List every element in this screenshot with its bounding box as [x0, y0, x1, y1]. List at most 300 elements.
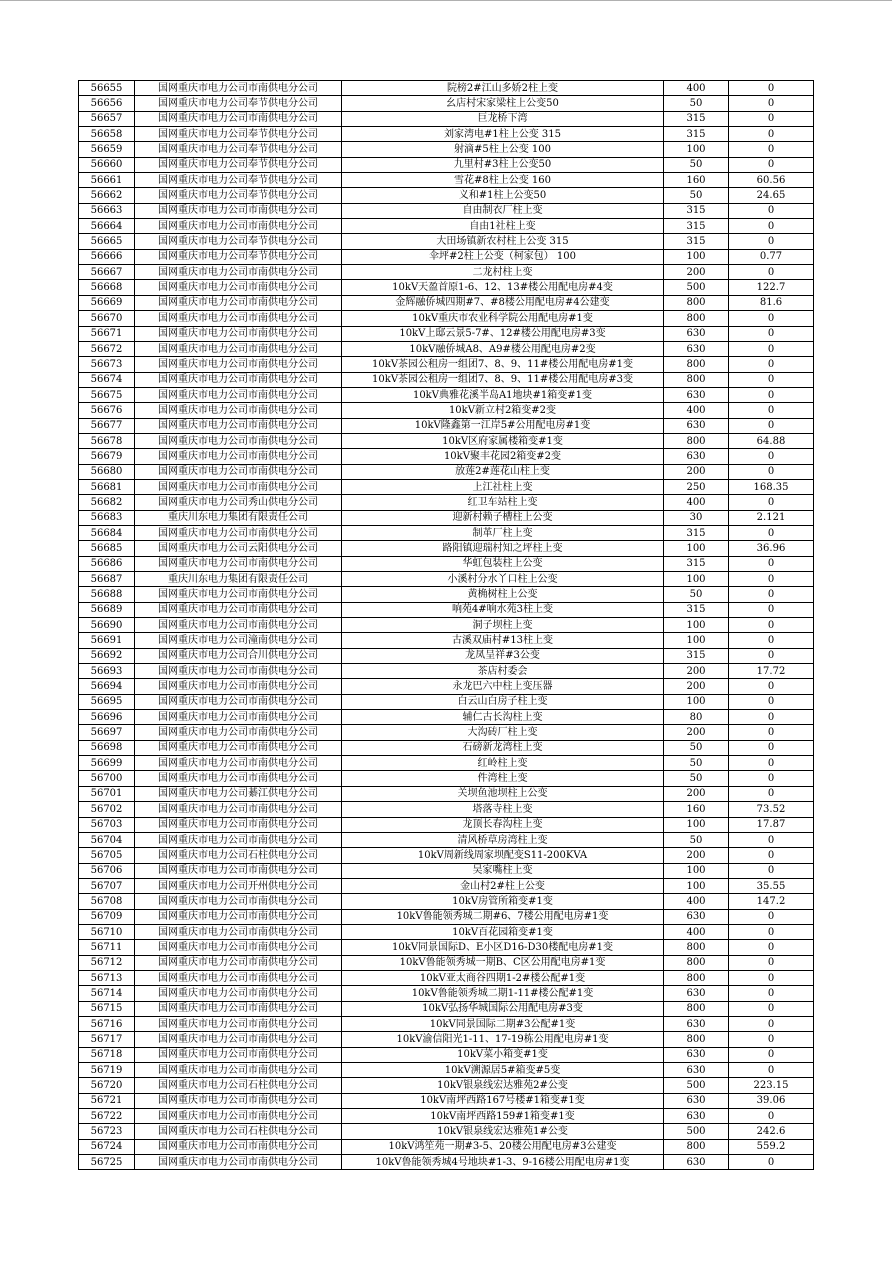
company-cell: 国网重庆市电力公司市南供电分公司	[135, 771, 342, 786]
company-cell: 国网重庆市电力公司石柱供电分公司	[135, 1124, 342, 1139]
row-id-cell: 56655	[79, 81, 135, 96]
transformer-name-cell: 10kV典雅花溪半岛A1地块#1箱变#1变	[342, 387, 664, 402]
table-row	[79, 1047, 814, 1062]
load-value-cell: 0	[729, 832, 814, 847]
company-cell: 国网重庆市电力公司市南供电分公司	[135, 556, 342, 571]
company-cell: 国网重庆市电力公司市南供电分公司	[135, 1093, 342, 1108]
capacity-cell: 630	[664, 326, 729, 341]
company-cell: 国网重庆市电力公司奉节供电分公司	[135, 142, 342, 157]
transformer-name-cell: 射滴#5柱上公变 100	[342, 142, 664, 157]
load-value-cell: 0	[729, 1001, 814, 1016]
row-id-cell: 56703	[79, 817, 135, 832]
load-value-cell: 0	[729, 326, 814, 341]
row-id-cell: 56706	[79, 863, 135, 878]
company-cell: 国网重庆市电力公司市南供电分公司	[135, 525, 342, 540]
transformer-name-cell: 10kV银泉线宏达雅苑2#公变	[342, 1078, 664, 1093]
company-cell: 国网重庆市电力公司潼南供电分公司	[135, 633, 342, 648]
capacity-cell: 315	[664, 203, 729, 218]
table-row	[79, 587, 814, 602]
transformer-name-cell: 大沟砖厂柱上变	[342, 725, 664, 740]
capacity-cell: 800	[664, 433, 729, 448]
capacity-cell: 200	[664, 679, 729, 694]
load-value-cell: 0	[729, 418, 814, 433]
capacity-cell: 50	[664, 157, 729, 172]
load-value-cell: 64.88	[729, 433, 814, 448]
transformer-name-cell: 红卫车站柱上变	[342, 495, 664, 510]
transformer-name-cell: 10kV南坪西路159#1箱变#1变	[342, 1109, 664, 1124]
table-row	[79, 633, 814, 648]
table-row	[79, 572, 814, 587]
capacity-cell: 630	[664, 1063, 729, 1078]
capacity-cell: 100	[664, 863, 729, 878]
capacity-cell: 315	[664, 556, 729, 571]
company-cell: 国网重庆市电力公司市南供电分公司	[135, 1032, 342, 1047]
transformer-name-cell: 制革厂柱上变	[342, 525, 664, 540]
row-id-cell: 56656	[79, 96, 135, 111]
load-value-cell: 0	[729, 1063, 814, 1078]
capacity-cell: 100	[664, 142, 729, 157]
company-cell: 国网重庆市电力公司市南供电分公司	[135, 357, 342, 372]
row-id-cell: 56682	[79, 495, 135, 510]
row-id-cell: 56676	[79, 403, 135, 418]
company-cell: 国网重庆市电力公司市南供电分公司	[135, 1109, 342, 1124]
load-value-cell: 0	[729, 1155, 814, 1170]
transformer-name-cell: 10kV聚丰花园2箱变#2变	[342, 449, 664, 464]
row-id-cell: 56694	[79, 679, 135, 694]
company-cell: 国网重庆市电力公司市南供电分公司	[135, 1001, 342, 1016]
transformer-name-cell: 金辉融侨城四期#7、#8楼公用配电房#4公建变	[342, 295, 664, 310]
company-cell: 国网重庆市电力公司市南供电分公司	[135, 587, 342, 602]
row-id-cell: 56672	[79, 341, 135, 356]
table-row	[79, 357, 814, 372]
row-id-cell: 56720	[79, 1078, 135, 1093]
load-value-cell: 35.55	[729, 878, 814, 893]
capacity-cell: 630	[664, 1155, 729, 1170]
load-value-cell: 0	[729, 449, 814, 464]
row-id-cell: 56696	[79, 710, 135, 725]
load-value-cell: 0	[729, 403, 814, 418]
company-cell: 国网重庆市电力公司市南供电分公司	[135, 295, 342, 310]
transformer-name-cell: 伞坪#2柱上公变（柯家包） 100	[342, 249, 664, 264]
transformer-name-cell: 小溪村分水丫口柱上公变	[342, 572, 664, 587]
company-cell: 国网重庆市电力公司市南供电分公司	[135, 664, 342, 679]
company-cell: 国网重庆市电力公司市南供电分公司	[135, 679, 342, 694]
transformer-name-cell: 义和#1柱上公变50	[342, 188, 664, 203]
capacity-cell: 400	[664, 81, 729, 96]
capacity-cell: 315	[664, 602, 729, 617]
transformer-name-cell: 10kV百花园箱变#1变	[342, 924, 664, 939]
table-row	[79, 1093, 814, 1108]
load-value-cell: 0	[729, 602, 814, 617]
load-value-cell: 0	[729, 219, 814, 234]
load-value-cell: 0	[729, 357, 814, 372]
table-row	[79, 1155, 814, 1170]
page-top-rule	[0, 0, 892, 1]
capacity-cell: 250	[664, 479, 729, 494]
load-value-cell: 0	[729, 955, 814, 970]
row-id-cell: 56665	[79, 234, 135, 249]
table-row	[79, 955, 814, 970]
load-value-cell: 60.56	[729, 173, 814, 188]
row-id-cell: 56677	[79, 418, 135, 433]
table-row	[79, 940, 814, 955]
company-cell: 国网重庆市电力公司市南供电分公司	[135, 955, 342, 970]
load-value-cell: 242.6	[729, 1124, 814, 1139]
transformer-name-cell: 响苑4#响水苑3柱上变	[342, 602, 664, 617]
transformer-name-cell: 永龙巴六中柱上变压器	[342, 679, 664, 694]
company-cell: 国网重庆市电力公司市南供电分公司	[135, 433, 342, 448]
table-row	[79, 1063, 814, 1078]
row-id-cell: 56666	[79, 249, 135, 264]
table-row	[79, 1139, 814, 1154]
capacity-cell: 315	[664, 525, 729, 540]
row-id-cell: 56671	[79, 326, 135, 341]
transformer-name-cell: 路阳镇迎瑞村知之坪柱上变	[342, 541, 664, 556]
load-value-cell: 81.6	[729, 295, 814, 310]
company-cell: 国网重庆市电力公司市南供电分公司	[135, 1155, 342, 1170]
row-id-cell: 56710	[79, 924, 135, 939]
transformer-name-cell: 华虹包装柱上公变	[342, 556, 664, 571]
row-id-cell: 56663	[79, 203, 135, 218]
capacity-cell: 630	[664, 449, 729, 464]
row-id-cell: 56695	[79, 694, 135, 709]
capacity-cell: 400	[664, 403, 729, 418]
load-value-cell: 24.65	[729, 188, 814, 203]
table-row	[79, 679, 814, 694]
load-value-cell: 0	[729, 710, 814, 725]
company-cell: 国网重庆市电力公司市南供电分公司	[135, 372, 342, 387]
capacity-cell: 50	[664, 188, 729, 203]
company-cell: 国网重庆市电力公司市南供电分公司	[135, 970, 342, 985]
transformer-name-cell: 茶店村委会	[342, 664, 664, 679]
transformer-name-cell: 雪花#8柱上公变 160	[342, 173, 664, 188]
load-value-cell: 0	[729, 970, 814, 985]
transformer-name-cell: 吴家嘴柱上变	[342, 863, 664, 878]
load-value-cell: 0	[729, 1109, 814, 1124]
row-id-cell: 56667	[79, 265, 135, 280]
load-value-cell: 39.06	[729, 1093, 814, 1108]
load-value-cell: 0	[729, 341, 814, 356]
load-value-cell: 0	[729, 372, 814, 387]
table-row	[79, 403, 814, 418]
row-id-cell: 56662	[79, 188, 135, 203]
transformer-name-cell: 白云山白房子柱上变	[342, 694, 664, 709]
row-id-cell: 56661	[79, 173, 135, 188]
company-cell: 国网重庆市电力公司市南供电分公司	[135, 909, 342, 924]
row-id-cell: 56713	[79, 970, 135, 985]
transformer-name-cell: 10kV鸿笙苑一期#3-5、20楼公用配电房#3公建变	[342, 1139, 664, 1154]
capacity-cell: 200	[664, 265, 729, 280]
transformer-name-cell: 放莲2#莲花山柱上变	[342, 464, 664, 479]
transformer-name-cell: 洞子坝柱上变	[342, 618, 664, 633]
table-row	[79, 525, 814, 540]
table-row	[79, 510, 814, 525]
capacity-cell: 315	[664, 219, 729, 234]
transformer-name-cell: 清风桥草房湾柱上变	[342, 832, 664, 847]
transformer-name-cell: 龙顶长春沟柱上变	[342, 817, 664, 832]
table-row	[79, 848, 814, 863]
row-id-cell: 56702	[79, 802, 135, 817]
company-cell: 国网重庆市电力公司市南供电分公司	[135, 756, 342, 771]
capacity-cell: 800	[664, 1139, 729, 1154]
company-cell: 国网重庆市电力公司市南供电分公司	[135, 341, 342, 356]
table-row	[79, 802, 814, 817]
row-id-cell: 56673	[79, 357, 135, 372]
row-id-cell: 56718	[79, 1047, 135, 1062]
load-value-cell: 0	[729, 265, 814, 280]
row-id-cell: 56714	[79, 986, 135, 1001]
row-id-cell: 56708	[79, 894, 135, 909]
capacity-cell: 800	[664, 295, 729, 310]
capacity-cell: 200	[664, 725, 729, 740]
table-row	[79, 495, 814, 510]
row-id-cell: 56698	[79, 740, 135, 755]
company-cell: 国网重庆市电力公司市南供电分公司	[135, 280, 342, 295]
row-id-cell: 56692	[79, 648, 135, 663]
company-cell: 国网重庆市电力公司市南供电分公司	[135, 81, 342, 96]
table-row	[79, 203, 814, 218]
table-row	[79, 111, 814, 126]
table-row	[79, 894, 814, 909]
load-value-cell: 0	[729, 203, 814, 218]
capacity-cell: 100	[664, 878, 729, 893]
transformer-name-cell: 10kV弘扬华城国际公用配电房#3变	[342, 1001, 664, 1016]
row-id-cell: 56697	[79, 725, 135, 740]
company-cell: 国网重庆市电力公司市南供电分公司	[135, 1016, 342, 1031]
table-row	[79, 341, 814, 356]
company-cell: 国网重庆市电力公司奉节供电分公司	[135, 96, 342, 111]
company-cell: 国网重庆市电力公司市南供电分公司	[135, 602, 342, 617]
row-id-cell: 56723	[79, 1124, 135, 1139]
table-row	[79, 81, 814, 96]
table-row	[79, 479, 814, 494]
transformer-name-cell: 10kV天盈首原1-6、12、13#楼公用配电房#4变	[342, 280, 664, 295]
capacity-cell: 100	[664, 817, 729, 832]
row-id-cell: 56684	[79, 525, 135, 540]
table-row	[79, 433, 814, 448]
company-cell: 国网重庆市电力公司市南供电分公司	[135, 863, 342, 878]
table-row	[79, 1016, 814, 1031]
row-id-cell: 56659	[79, 142, 135, 157]
row-id-cell: 56711	[79, 940, 135, 955]
load-value-cell: 0	[729, 986, 814, 1001]
load-value-cell: 223.15	[729, 1078, 814, 1093]
company-cell: 国网重庆市电力公司市南供电分公司	[135, 265, 342, 280]
table-row	[79, 326, 814, 341]
transformer-name-cell: 10kV区府家属楼箱变#1变	[342, 433, 664, 448]
transformer-name-cell: 10kV菜小箱变#1变	[342, 1047, 664, 1062]
row-id-cell: 56693	[79, 664, 135, 679]
company-cell: 重庆川东电力集团有限责任公司	[135, 510, 342, 525]
transformer-name-cell: 10kV上邸云景5-7#、12#楼公用配电房#3变	[342, 326, 664, 341]
company-cell: 国网重庆市电力公司市南供电分公司	[135, 326, 342, 341]
load-value-cell: 17.87	[729, 817, 814, 832]
transformer-name-cell: 巨龙桥下湾	[342, 111, 664, 126]
table-row	[79, 970, 814, 985]
table-row	[79, 541, 814, 556]
transformer-name-cell: 大田场镇新农村柱上公变 315	[342, 234, 664, 249]
row-id-cell: 56688	[79, 587, 135, 602]
capacity-cell: 630	[664, 1047, 729, 1062]
capacity-cell: 315	[664, 111, 729, 126]
row-id-cell: 56709	[79, 909, 135, 924]
table-row	[79, 756, 814, 771]
company-cell: 国网重庆市电力公司市南供电分公司	[135, 311, 342, 326]
company-cell: 国网重庆市电力公司合川供电分公司	[135, 648, 342, 663]
transformer-name-cell: 龙凤呈祥#3公变	[342, 648, 664, 663]
company-cell: 国网重庆市电力公司市南供电分公司	[135, 832, 342, 847]
row-id-cell: 56674	[79, 372, 135, 387]
transformer-name-cell: 10kV茶园公租房一组团7、8、9、11#楼公用配电房#1变	[342, 357, 664, 372]
capacity-cell: 315	[664, 127, 729, 142]
company-cell: 国网重庆市电力公司市南供电分公司	[135, 894, 342, 909]
company-cell: 国网重庆市电力公司市南供电分公司	[135, 940, 342, 955]
transformer-name-cell: 10kV渝信阳光1-11、17-19栋公用配电房#1变	[342, 1032, 664, 1047]
transformer-name-cell: 10kV同景国际二期#3公配#1变	[342, 1016, 664, 1031]
capacity-cell: 50	[664, 740, 729, 755]
table-row	[79, 1078, 814, 1093]
transformer-name-cell: 10kV鲁能领秀城一期B、C区公用配电房#1变	[342, 955, 664, 970]
company-cell: 国网重庆市电力公司奉节供电分公司	[135, 249, 342, 264]
row-id-cell: 56687	[79, 572, 135, 587]
load-value-cell: 0	[729, 127, 814, 142]
transformer-name-cell: 10kV亚太商谷四期1-2#楼公配#1变	[342, 970, 664, 985]
transformer-name-cell: 自由1社柱上变	[342, 219, 664, 234]
table-row	[79, 832, 814, 847]
company-cell: 国网重庆市电力公司市南供电分公司	[135, 111, 342, 126]
load-value-cell: 122.7	[729, 280, 814, 295]
load-value-cell: 147.2	[729, 894, 814, 909]
table-row	[79, 909, 814, 924]
capacity-cell: 200	[664, 786, 729, 801]
table-row	[79, 986, 814, 1001]
load-value-cell: 0	[729, 694, 814, 709]
company-cell: 国网重庆市电力公司市南供电分公司	[135, 403, 342, 418]
load-value-cell: 0	[729, 587, 814, 602]
table-row	[79, 1032, 814, 1047]
row-id-cell: 56670	[79, 311, 135, 326]
row-id-cell: 56705	[79, 848, 135, 863]
company-cell: 国网重庆市电力公司市南供电分公司	[135, 418, 342, 433]
row-id-cell: 56707	[79, 878, 135, 893]
company-cell: 国网重庆市电力公司市南供电分公司	[135, 449, 342, 464]
capacity-cell: 630	[664, 418, 729, 433]
capacity-cell: 80	[664, 710, 729, 725]
capacity-cell: 160	[664, 802, 729, 817]
table-row	[79, 863, 814, 878]
capacity-cell: 160	[664, 173, 729, 188]
load-value-cell: 0	[729, 1032, 814, 1047]
table-row	[79, 1124, 814, 1139]
row-id-cell: 56715	[79, 1001, 135, 1016]
table-row	[79, 740, 814, 755]
load-value-cell: 0	[729, 464, 814, 479]
row-id-cell: 56724	[79, 1139, 135, 1154]
table-row	[79, 648, 814, 663]
transformer-table	[78, 80, 814, 1170]
company-cell: 重庆川东电力集团有限责任公司	[135, 572, 342, 587]
company-cell: 国网重庆市电力公司市南供电分公司	[135, 986, 342, 1001]
company-cell: 国网重庆市电力公司市南供电分公司	[135, 924, 342, 939]
transformer-name-cell: 10kV鲁能领秀城4号地块#1-3、9-16楼公用配电房#1变	[342, 1155, 664, 1170]
load-value-cell: 0	[729, 142, 814, 157]
capacity-cell: 200	[664, 848, 729, 863]
transformer-name-cell: 二龙村柱上变	[342, 265, 664, 280]
table-row	[79, 664, 814, 679]
capacity-cell: 50	[664, 771, 729, 786]
capacity-cell: 630	[664, 341, 729, 356]
table-row	[79, 387, 814, 402]
load-value-cell: 0	[729, 81, 814, 96]
table-row	[79, 924, 814, 939]
row-id-cell: 56725	[79, 1155, 135, 1170]
load-value-cell: 0	[729, 725, 814, 740]
row-id-cell: 56685	[79, 541, 135, 556]
table-row	[79, 372, 814, 387]
row-id-cell: 56683	[79, 510, 135, 525]
transformer-name-cell: 古溪双庙村#13柱上变	[342, 633, 664, 648]
capacity-cell: 315	[664, 648, 729, 663]
row-id-cell: 56701	[79, 786, 135, 801]
row-id-cell: 56675	[79, 387, 135, 402]
row-id-cell: 56657	[79, 111, 135, 126]
capacity-cell: 630	[664, 1093, 729, 1108]
capacity-cell: 800	[664, 970, 729, 985]
capacity-cell: 500	[664, 1078, 729, 1093]
table-row	[79, 618, 814, 633]
transformer-name-cell: 关坝鱼池坝柱上公变	[342, 786, 664, 801]
table-row	[79, 556, 814, 571]
capacity-cell: 800	[664, 372, 729, 387]
company-cell: 国网重庆市电力公司石柱供电分公司	[135, 1078, 342, 1093]
row-id-cell: 56664	[79, 219, 135, 234]
table-row	[79, 157, 814, 172]
company-cell: 国网重庆市电力公司市南供电分公司	[135, 1063, 342, 1078]
transformer-name-cell: 10kV南坪西路167号楼#1箱变#1变	[342, 1093, 664, 1108]
table-row	[79, 771, 814, 786]
transformer-name-cell: 10kV银泉线宏达雅苑1#公变	[342, 1124, 664, 1139]
row-id-cell: 56681	[79, 479, 135, 494]
company-cell: 国网重庆市电力公司奉节供电分公司	[135, 127, 342, 142]
transformer-name-cell: 10kV隆鑫第一江岸5#公用配电房#1变	[342, 418, 664, 433]
transformer-name-cell: 件湾柱上变	[342, 771, 664, 786]
capacity-cell: 100	[664, 618, 729, 633]
company-cell: 国网重庆市电力公司奉节供电分公司	[135, 234, 342, 249]
transformer-name-cell: 10kV房管所箱变#1变	[342, 894, 664, 909]
table-row	[79, 464, 814, 479]
table-row	[79, 142, 814, 157]
row-id-cell: 56686	[79, 556, 135, 571]
table-row	[79, 96, 814, 111]
transformer-name-cell: 自由制衣厂柱上变	[342, 203, 664, 218]
table-row	[79, 725, 814, 740]
capacity-cell: 630	[664, 387, 729, 402]
load-value-cell: 0	[729, 96, 814, 111]
table-row	[79, 173, 814, 188]
capacity-cell: 100	[664, 541, 729, 556]
row-id-cell: 56717	[79, 1032, 135, 1047]
load-value-cell: 0	[729, 234, 814, 249]
transformer-name-cell: 九里村#3柱上公变50	[342, 157, 664, 172]
table-row	[79, 188, 814, 203]
table-row	[79, 127, 814, 142]
transformer-name-cell: 10kV周新线周家坝配变S11-200KVA	[342, 848, 664, 863]
table-row	[79, 602, 814, 617]
load-value-cell: 0	[729, 111, 814, 126]
load-value-cell: 0	[729, 909, 814, 924]
row-id-cell: 56679	[79, 449, 135, 464]
table-row	[79, 786, 814, 801]
